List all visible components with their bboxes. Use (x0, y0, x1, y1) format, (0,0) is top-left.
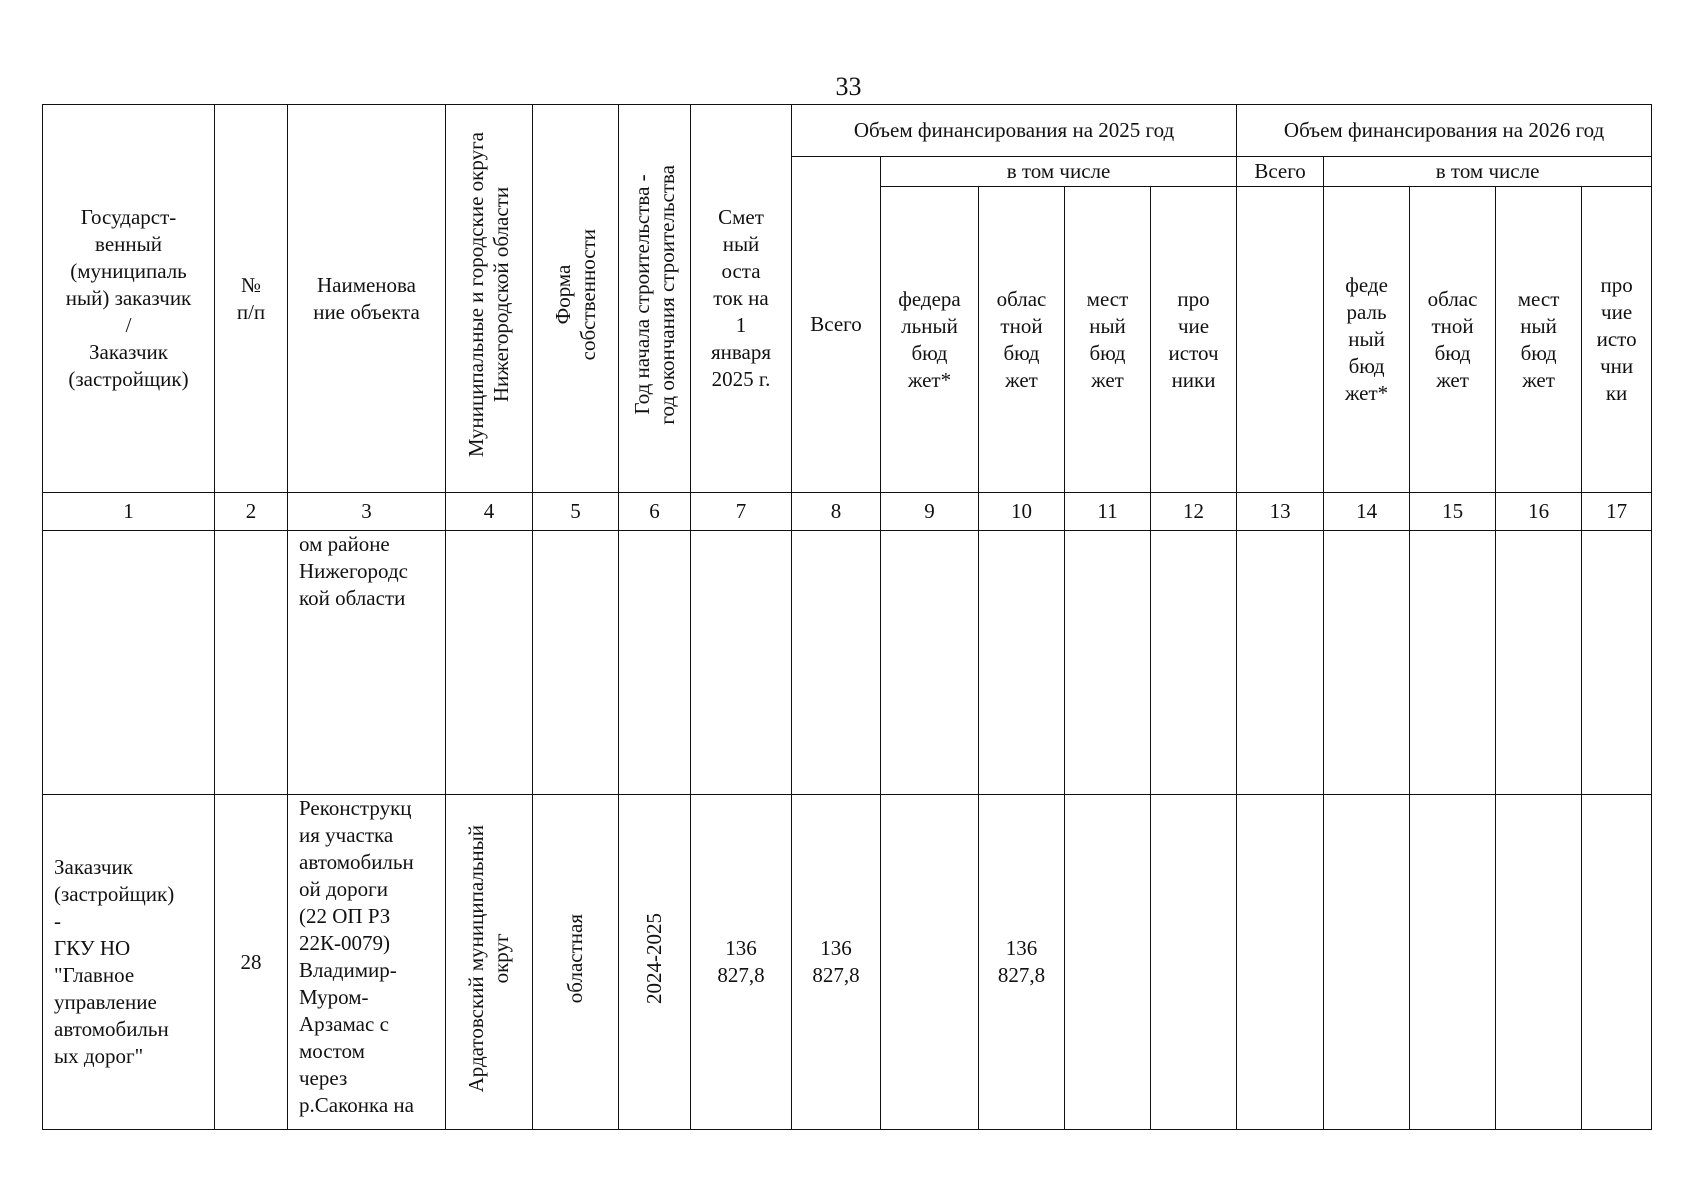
cell-total-2025 (792, 531, 881, 795)
cell-district (446, 531, 533, 795)
cell-federal-2025 (881, 795, 979, 1130)
cell-local-2026 (1496, 531, 1582, 795)
cell-object-name: Реконструкц ия участка автомобильн ой дороги (22 ОП РЗ 22К-0079) Владимир- Муром- Арзамас с мостом через р.Саконка на (288, 795, 446, 1130)
column-number: 12 (1151, 493, 1237, 531)
header-object-name: Наименова ние объекта (288, 105, 446, 493)
column-number: 16 (1496, 493, 1582, 531)
cell-federal-2026 (1324, 531, 1410, 795)
header-financing-2025: Объем финансирования на 2025 год (792, 105, 1237, 157)
header-including-2025: в том числе (881, 157, 1237, 187)
cell-number (215, 531, 288, 795)
header-federal-2026: феде раль ный бюд жет* (1324, 187, 1410, 493)
column-number: 4 (446, 493, 533, 531)
table-row-continued (43, 531, 1652, 795)
column-number: 5 (533, 493, 619, 531)
cell-other-2025 (1151, 531, 1237, 795)
header-federal-2025: федера льный бюд жет* (881, 187, 979, 493)
cell-local-2026 (1496, 795, 1582, 1130)
header-other-2026: про чие исто чни ки (1582, 187, 1652, 493)
column-number: 9 (881, 493, 979, 531)
column-number: 8 (792, 493, 881, 531)
cell-regional-2026 (1410, 531, 1496, 795)
header-customer: Государст- венный (муниципаль ный) заказчик / Заказчик (застройщик) (43, 105, 215, 493)
cell-customer (43, 531, 215, 795)
header-regional-2026: облас тной бюд жет (1410, 187, 1496, 493)
cell-local-2025 (1065, 795, 1151, 1130)
cell-total-2026 (1237, 531, 1324, 795)
header-ownership: Форма собственности (533, 105, 619, 493)
column-numbers-row (43, 493, 1652, 531)
cell-federal-2025 (881, 531, 979, 795)
page-number: 33 (835, 72, 862, 101)
cell-years: 2024-2025 (619, 795, 691, 1130)
column-number: 17 (1582, 493, 1652, 531)
column-number: 14 (1324, 493, 1410, 531)
header-including-2026: в том числе (1324, 157, 1652, 187)
cell-district: Ардатовский муниципальный округ (446, 795, 533, 1130)
cell-customer: Заказчик (застройщик) - ГКУ НО "Главное управление автомобильн ых дорог" (43, 795, 215, 1130)
cell-regional-2025: 136 827,8 (979, 795, 1065, 1130)
header-financing-2026: Объем финансирования на 2026 год (1237, 105, 1652, 157)
header-other-2025: про чие источ ники (1151, 187, 1237, 493)
header-total-2026: Всего (1237, 157, 1324, 187)
column-number: 3 (288, 493, 446, 531)
header-regional-2025: облас тной бюд жет (979, 187, 1065, 493)
cell-total-2025: 136 827,8 (792, 795, 881, 1130)
cell-local-2025 (1065, 531, 1151, 795)
cell-total-2026 (1237, 795, 1324, 1130)
cell-regional-2026 (1410, 795, 1496, 1130)
table-row (43, 795, 1652, 1130)
column-number: 15 (1410, 493, 1496, 531)
header-local-2026: мест ный бюд жет (1496, 187, 1582, 493)
column-number: 11 (1065, 493, 1151, 531)
header-districts: Муниципальные и городские округа Нижегородской области (446, 105, 533, 493)
column-number: 7 (691, 493, 792, 531)
investment-table (42, 104, 1652, 1130)
cell-federal-2026 (1324, 795, 1410, 1130)
cell-other-2026 (1582, 795, 1652, 1130)
cell-regional-2025 (979, 531, 1065, 795)
column-number: 6 (619, 493, 691, 531)
column-number: 10 (979, 493, 1065, 531)
cell-years (619, 531, 691, 795)
cell-remaining-estimate: 136 827,8 (691, 795, 792, 1130)
cell-other-2025 (1151, 795, 1237, 1130)
cell-other-2026 (1582, 531, 1652, 795)
column-number: 2 (215, 493, 288, 531)
column-number: 1 (43, 493, 215, 531)
header-years: Год начала строительства - год окончания строительства (619, 105, 691, 493)
cell-ownership: областная (533, 795, 619, 1130)
column-number: 13 (1237, 493, 1324, 531)
header-row-1 (43, 105, 1652, 157)
header-remaining-estimate: Смет ный оста ток на 1 января 2025 г. (691, 105, 792, 493)
header-total-2026-blank (1237, 187, 1324, 493)
header-number: № п/п (215, 105, 288, 493)
header-total-2025: Всего (792, 157, 881, 493)
cell-object-name: ом районе Нижегородс кой области (288, 531, 446, 795)
cell-remaining-estimate (691, 531, 792, 795)
header-local-2025: мест ный бюд жет (1065, 187, 1151, 493)
cell-ownership (533, 531, 619, 795)
cell-number: 28 (215, 795, 288, 1130)
